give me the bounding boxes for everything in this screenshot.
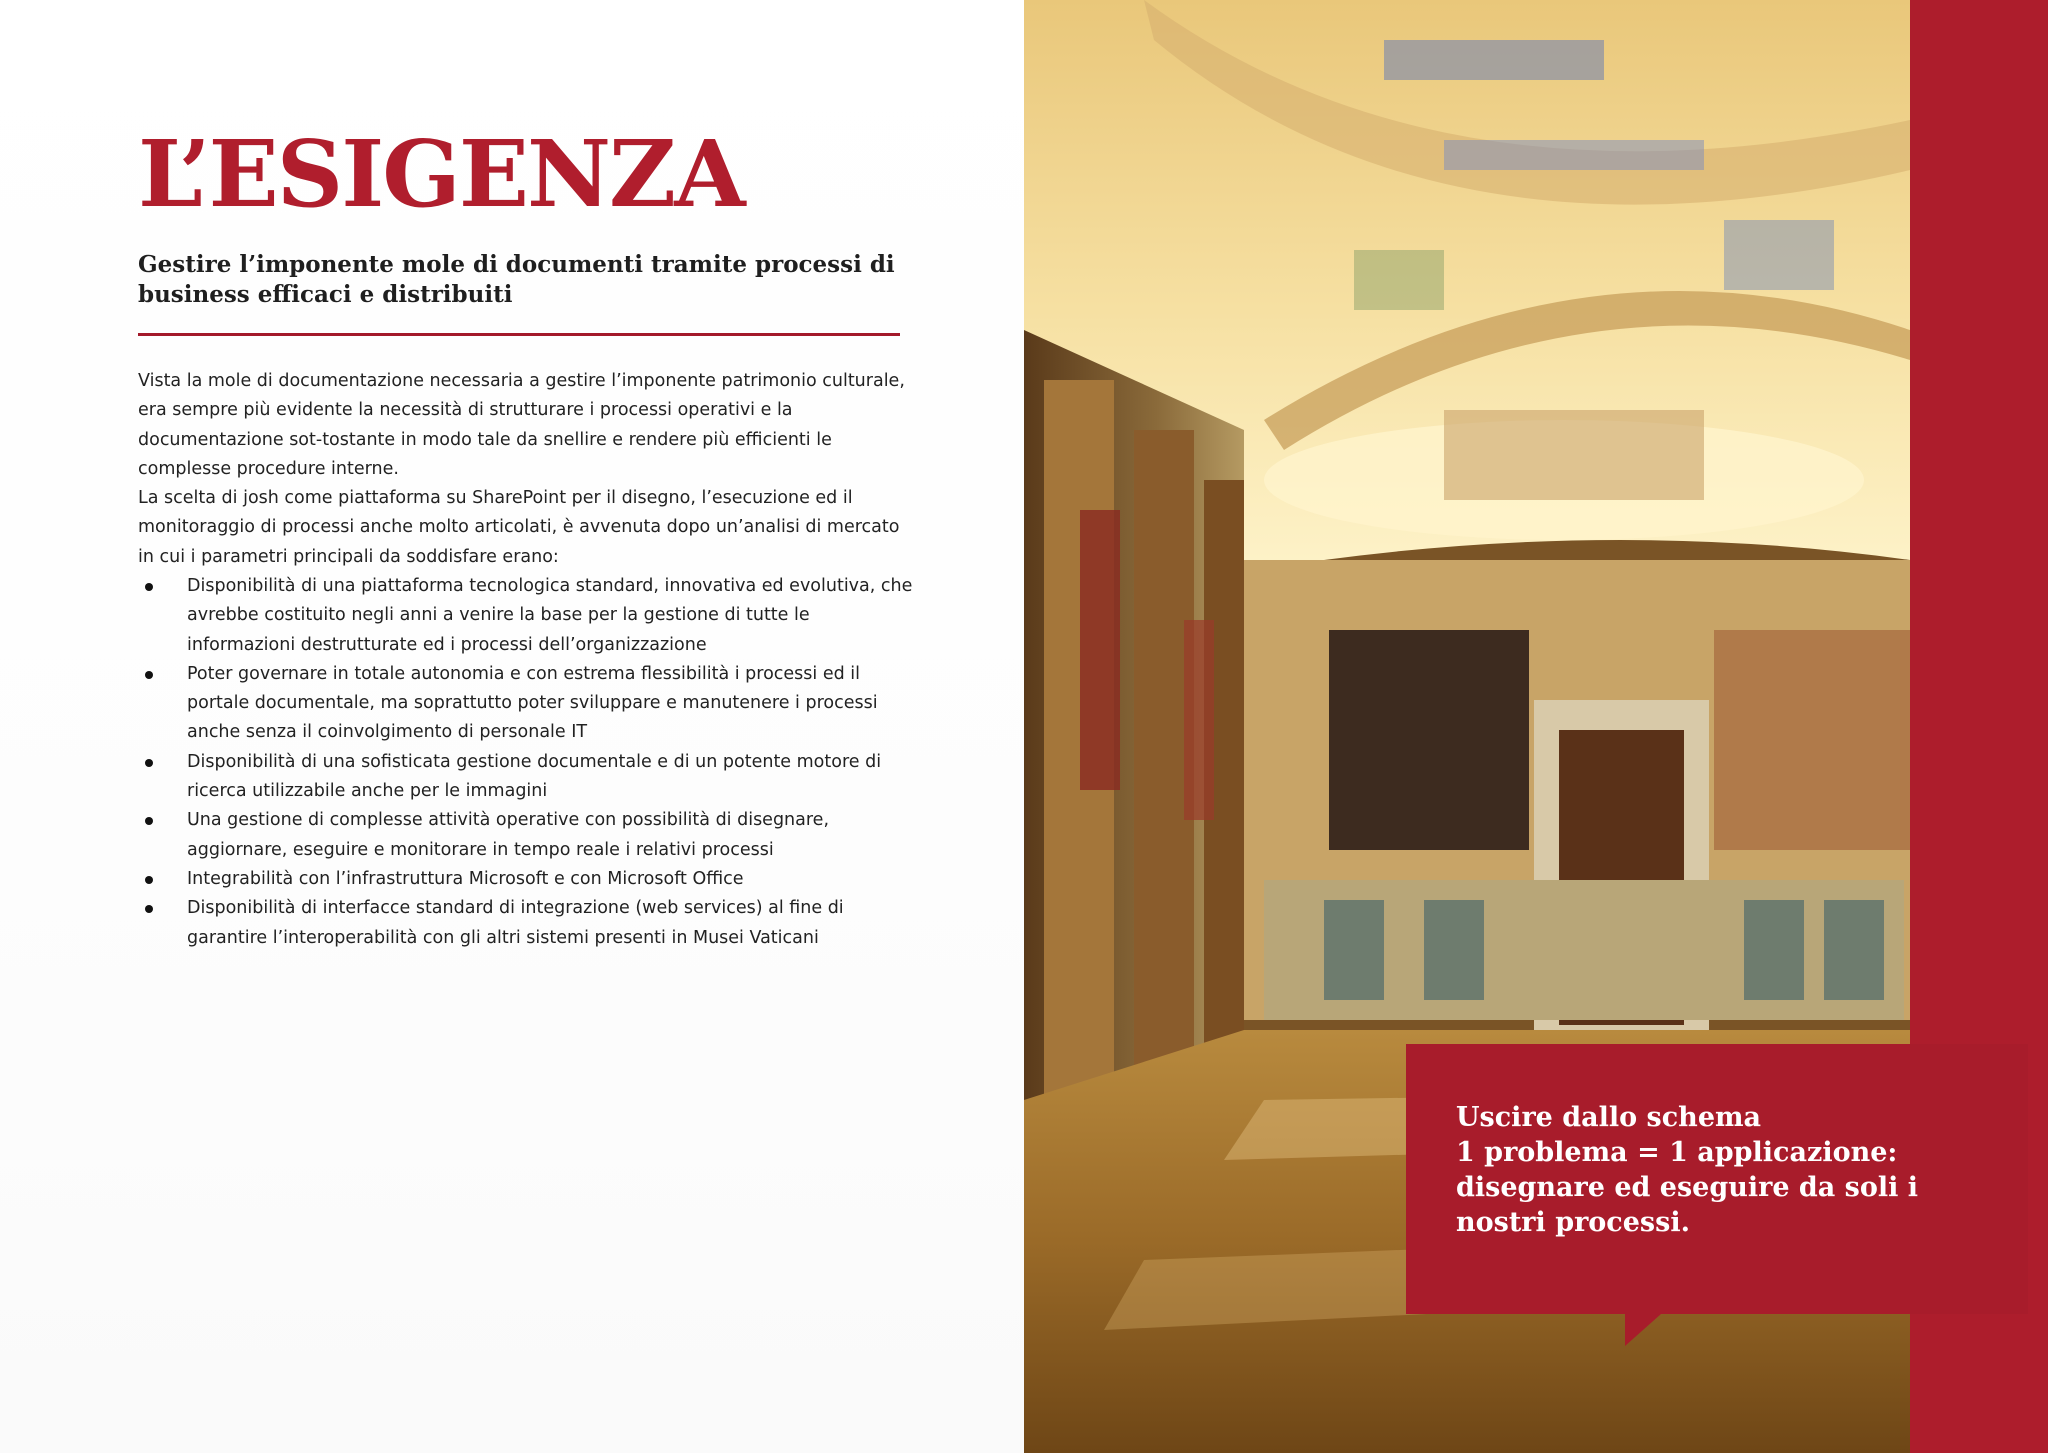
list-item <box>138 894 918 953</box>
list-item <box>138 572 918 660</box>
intro-paragraph: La scelta di josh come piattaforma su SharePoint per il disegno, l’esecuzione ed il monitoraggio di processi anche molto articolati, è avvenuta dopo un’analisi di mercato in cui i parametri principali da soddisfare erano: <box>138 488 900 567</box>
bullet-icon <box>145 583 153 591</box>
list-item <box>138 748 918 807</box>
requirements-list <box>138 572 918 953</box>
list-item-text: Disponibilità di una piattaforma tecnologica standard, innovativa ed evolutiva, che avrebbe costituito negli anni a venire la base per la gestione di tutte le informazioni destrutturate ed i processi dell’organizzazione <box>187 576 913 655</box>
intro-text <box>138 367 908 572</box>
callout-line: 1 problema = 1 applicazione: <box>1456 1137 1898 1168</box>
callout-line: nostri processi. <box>1456 1207 1690 1238</box>
bullet-icon <box>145 671 153 679</box>
list-item-text: Disponibilità di una sofisticata gestione documentale e di un potente motore di ricerca utilizzabile anche per le immagini <box>187 751 882 802</box>
callout-text <box>1456 1100 1996 1240</box>
callout-line: disegnare ed eseguire da soli i <box>1456 1172 1919 1203</box>
list-item-text: Poter governare in totale autonomia e con estrema flessibilità i processi ed il portale documentale, ma soprattutto poter sviluppare e manutenere i processi anche senza il coinvolgimento di personale IT <box>187 663 878 743</box>
bullet-icon <box>145 817 153 825</box>
intro-paragraph: Vista la mole di documentazione necessaria a gestire l’imponente patrimonio culturale, era sempre più evidente la necessità di strutturare i processi operativi e la documentazione sot-tostante in modo tale da snellire e rendere più efficienti le complesse procedure interne. <box>138 371 905 479</box>
title-divider <box>138 333 900 336</box>
list-item-text: Integrabilità con l’infrastruttura Microsoft e con Microsoft Office <box>187 868 744 889</box>
bullet-icon <box>145 759 153 767</box>
callout-line: Uscire dallo schema <box>1456 1102 1762 1133</box>
bullet-icon <box>145 876 153 884</box>
callout-box <box>1406 1044 2028 1314</box>
callout-tail <box>1625 1314 1661 1346</box>
list-item-text: Una gestione di complesse attività operative con possibilità di disegnare, aggiornare, eseguire e monitorare in tempo reale i relativi processi <box>187 810 830 860</box>
list-item <box>138 865 918 894</box>
page-title: L’ESIGENZA <box>138 120 744 228</box>
page-subtitle: Gestire l’imponente mole di documenti tramite processi di business efficaci e distribuiti <box>138 251 895 308</box>
list-item-text: Disponibilità di interfacce standard di integrazione (web services) al fine di garantire l’interoperabilità con gli altri sistemi presenti in Musei Vaticani <box>187 898 844 948</box>
bullet-icon <box>145 905 153 913</box>
list-item <box>138 660 918 748</box>
list-item <box>138 806 918 865</box>
